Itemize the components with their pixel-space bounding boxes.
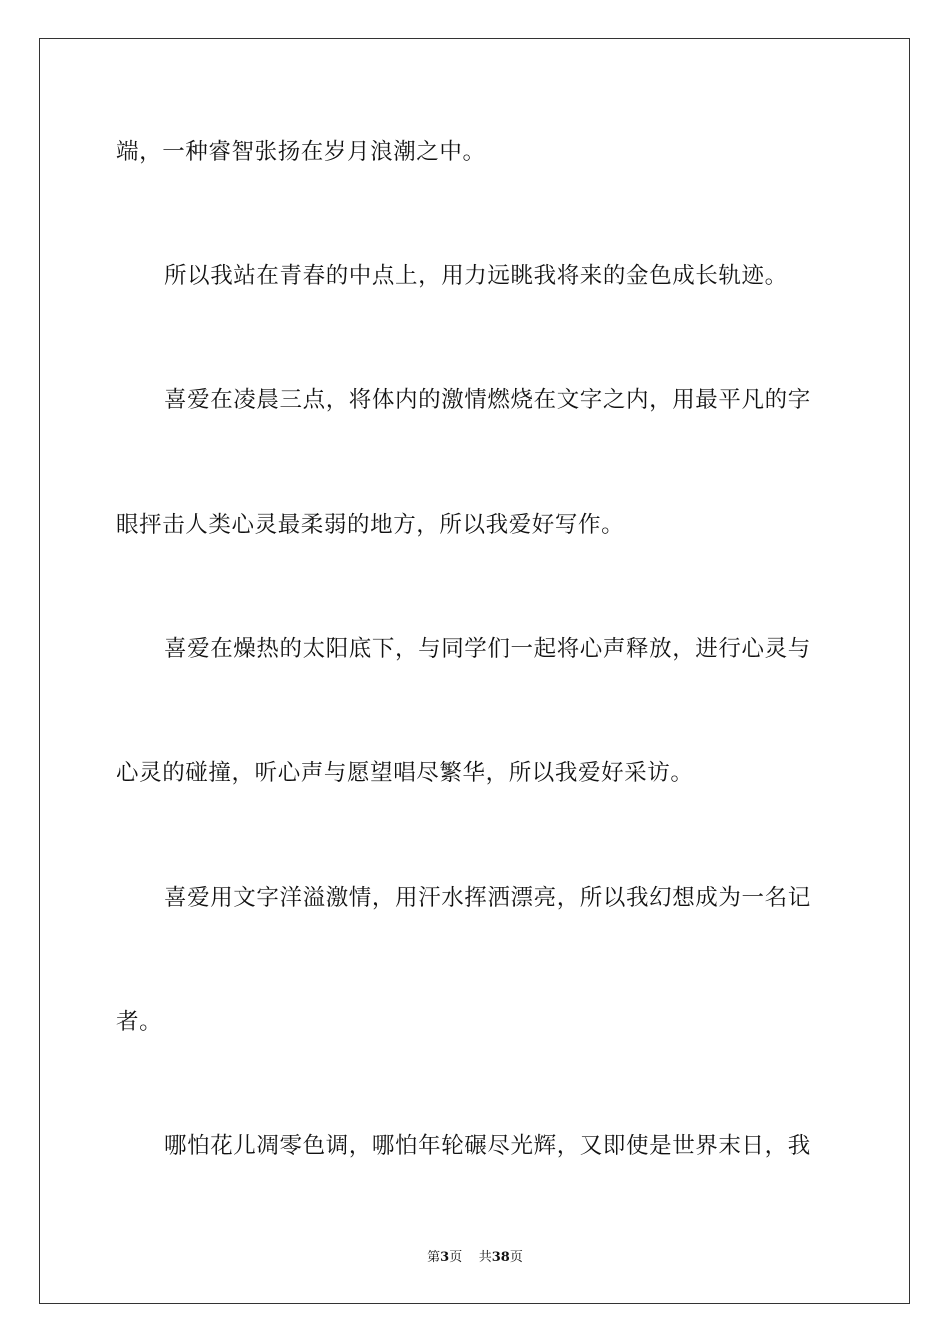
text-line-8: 者。	[116, 1009, 163, 1035]
paragraph-line-5: 喜爱在燥热的太阳底下，与同学们一起将心声释放，进行心灵与	[164, 636, 811, 662]
total-pages: 38	[491, 1250, 510, 1265]
page-border	[39, 38, 910, 1304]
text-line-4: 眼抨击人类心灵最柔弱的地方，所以我爱好写作。	[116, 512, 625, 538]
total-prefix: 共	[478, 1250, 492, 1265]
page-prefix: 第	[427, 1250, 441, 1265]
text-line-1: 端，一种睿智张扬在岁月浪潮之中。	[116, 139, 486, 165]
paragraph-line-2: 所以我站在青春的中点上，用力远眺我将来的金色成长轨迹。	[164, 263, 788, 289]
page-suffix: 页	[449, 1250, 463, 1265]
paragraph-line-9: 哪怕花儿凋零色调，哪怕年轮碾尽光辉，又即使是世界末日，我	[164, 1133, 811, 1159]
page-footer	[0, 1246, 950, 1265]
page-number: 3	[440, 1250, 450, 1265]
total-suffix: 页	[509, 1250, 523, 1265]
paragraph-line-7: 喜爱用文字洋溢激情，用汗水挥洒漂亮，所以我幻想成为一名记	[164, 885, 811, 911]
paragraph-line-3: 喜爱在凌晨三点，将体内的激情燃烧在文字之内，用最平凡的字	[164, 387, 811, 413]
text-line-6: 心灵的碰撞，听心声与愿望唱尽繁华，所以我爱好采访。	[116, 760, 694, 786]
